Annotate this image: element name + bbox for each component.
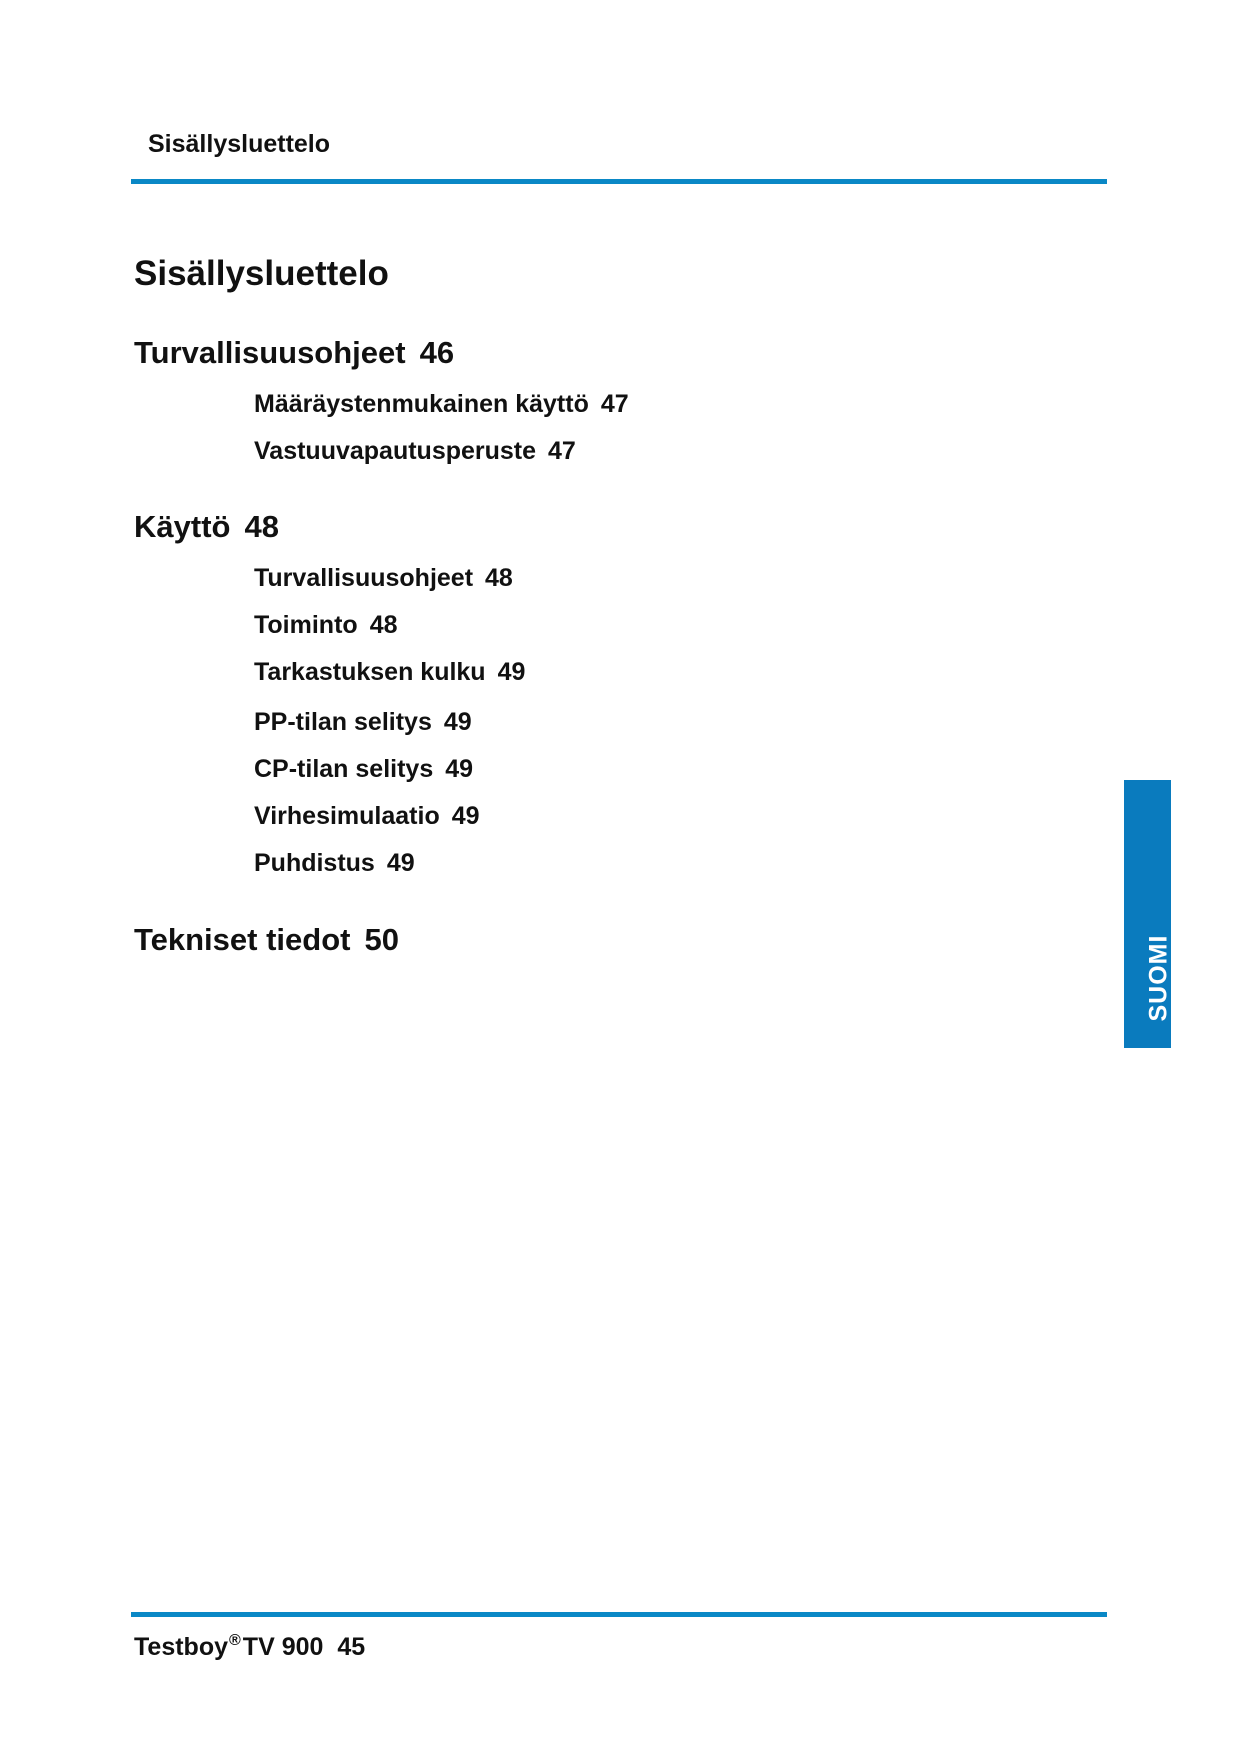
toc-subentry-turvallisuusohjeet[interactable]	[254, 564, 513, 593]
footer-brand: Testboy	[134, 1633, 228, 1661]
toc-subentry-label: Turvallisuusohjeet	[254, 564, 474, 592]
toc-subentry-label: Vastuuvapautusperuste	[254, 437, 537, 465]
toc-subentry-label: CP-tilan selitys	[254, 755, 434, 783]
toc-subentry-page: 47	[548, 437, 576, 465]
footer-rule	[131, 1612, 1107, 1617]
header-rule	[131, 179, 1107, 184]
running-header: Sisällysluettelo	[148, 130, 331, 158]
toc-subentry-toiminto[interactable]	[254, 611, 398, 640]
toc-subentry-label: Puhdistus	[254, 849, 375, 877]
toc-subentry-page: 48	[485, 564, 513, 592]
toc-subentry-page: 49	[443, 708, 472, 736]
language-tab[interactable]	[1124, 780, 1171, 1048]
toc-subentry-puhdistus[interactable]	[254, 849, 415, 878]
footer	[134, 1632, 365, 1662]
toc-entry-page: 46	[419, 335, 455, 370]
toc-subentry-page: 49	[451, 802, 480, 830]
toc-subentry-label: Määräystenmukainen käyttö	[254, 390, 589, 418]
toc-subentry-cp-tilan-selitys[interactable]	[254, 755, 473, 784]
footer-model: TV 900	[242, 1633, 324, 1661]
toc-subentry-vastuuvapautusperuste[interactable]	[254, 437, 576, 466]
toc-title: Sisällysluettelo	[134, 254, 389, 293]
toc-subentry-page: 49	[497, 658, 526, 686]
toc-entry-kaytto[interactable]	[134, 509, 279, 545]
toc-entry-tekniset-tiedot[interactable]	[134, 922, 399, 958]
toc-entry-turvallisuusohjeet[interactable]	[134, 335, 454, 371]
toc-entry-page: 48	[244, 509, 279, 544]
toc-subentry-maaraystenmukainen-kaytto[interactable]	[254, 390, 629, 419]
toc-subentry-label: Virhesimulaatio	[254, 802, 440, 830]
registered-mark: ®	[229, 1632, 241, 1649]
toc-subentry-label: Tarkastuksen kulku	[254, 658, 486, 686]
toc-subentry-page: 47	[600, 390, 629, 418]
toc-subentry-virhesimulaatio[interactable]	[254, 802, 480, 831]
toc-subentry-page: 49	[386, 849, 415, 877]
toc-subentry-page: 48	[369, 611, 398, 639]
language-tab-label: SUOMI	[1144, 934, 1172, 1022]
toc-subentry-label: Toiminto	[254, 611, 358, 639]
toc-entry-label: Turvallisuusohjeet	[134, 335, 406, 370]
toc-subentry-label: PP-tilan selitys	[254, 708, 432, 736]
toc-entry-label: Käyttö	[134, 509, 231, 544]
toc-subentry-page: 49	[445, 755, 474, 783]
toc-subentry-pp-tilan-selitys[interactable]	[254, 708, 472, 737]
toc-entry-page: 50	[364, 922, 399, 957]
toc-subentry-tarkastuksen-kulku[interactable]	[254, 658, 525, 687]
footer-page-number: 45	[337, 1633, 366, 1661]
toc-entry-label: Tekniset tiedot	[134, 922, 351, 957]
